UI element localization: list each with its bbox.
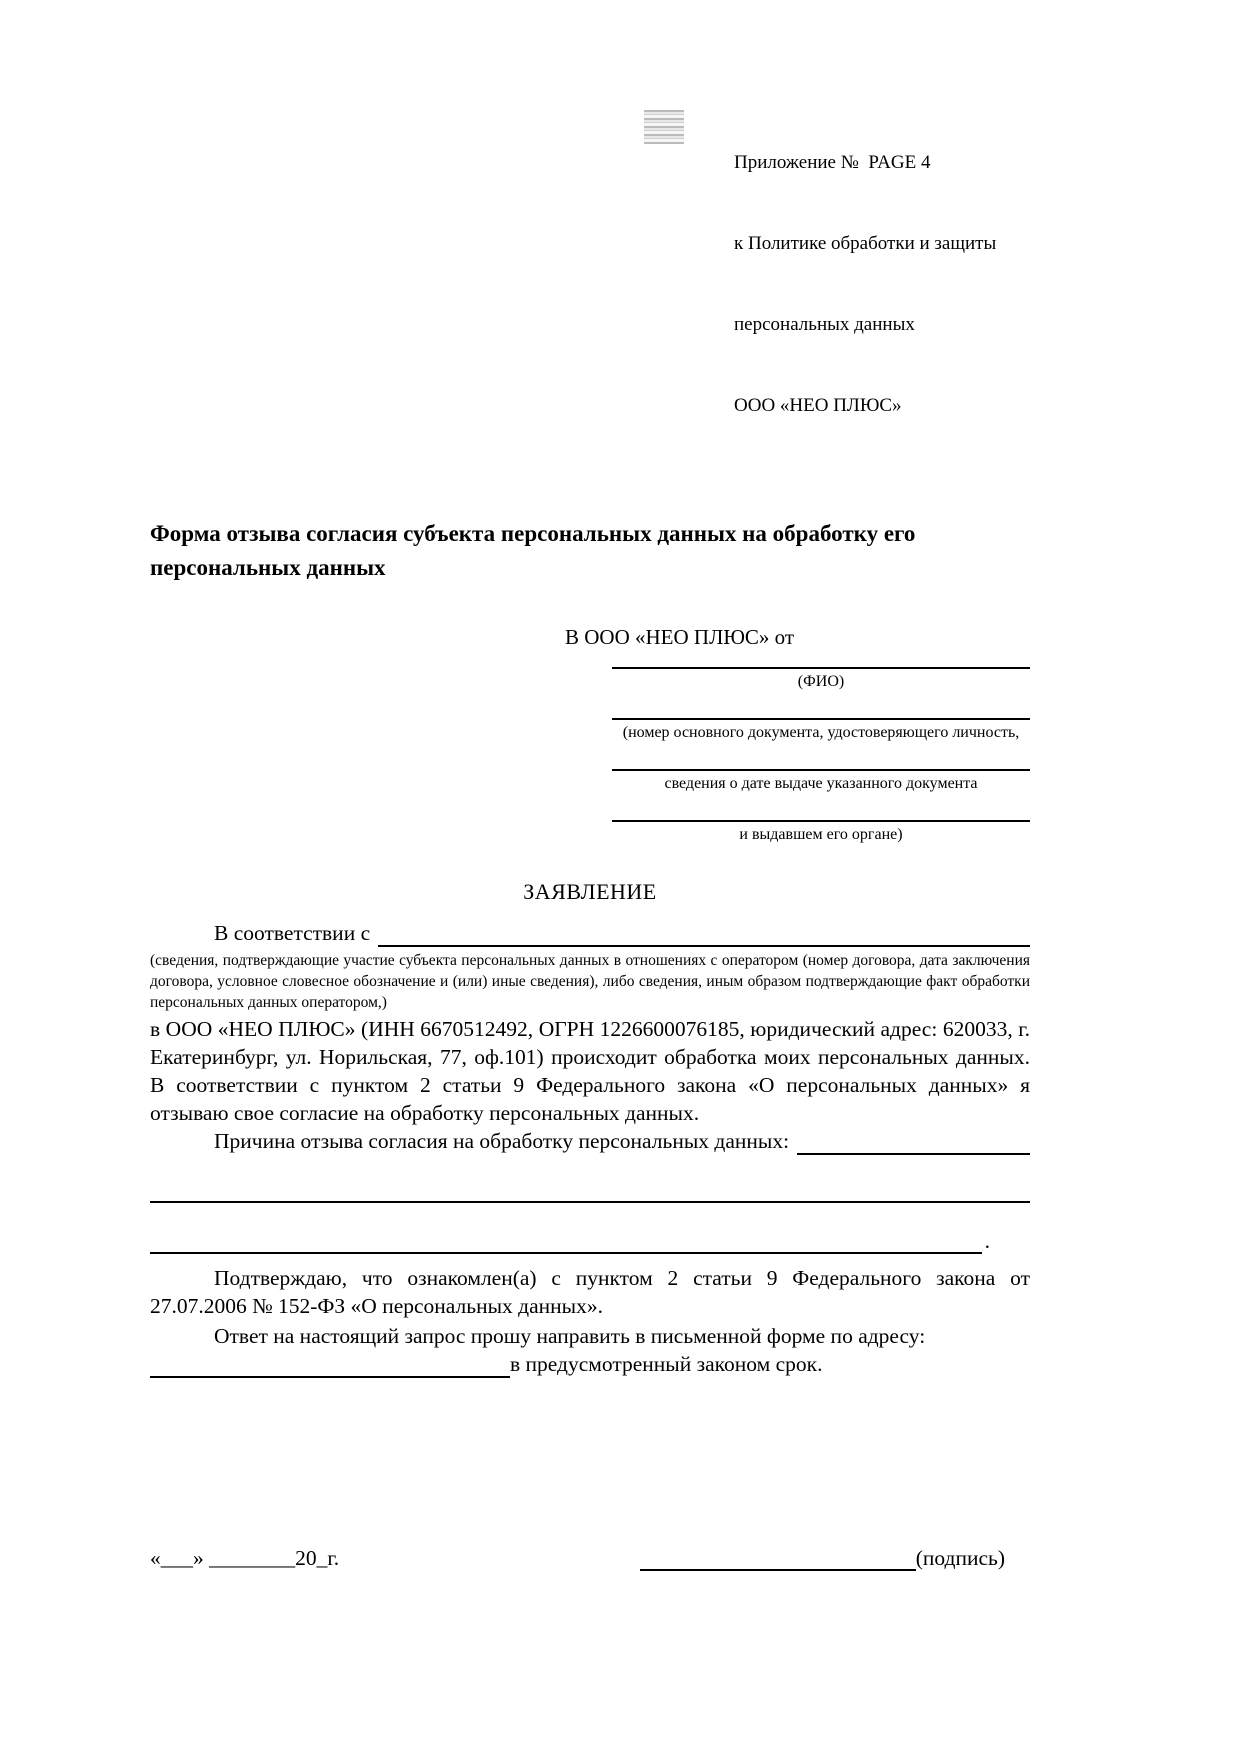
reason-label: Причина отзыва согласия на обработку персональных данных: (214, 1129, 790, 1153)
document-number-caption: (номер основного документа, удостоверяющего личность, (622, 724, 1020, 741)
reply-suffix: в предусмотренный законом срок. (510, 1352, 823, 1376)
reply-address-row (150, 1350, 1030, 1378)
fio-line (612, 650, 1030, 669)
reason-blank-line-3 (150, 1236, 982, 1254)
intro-blank-line (378, 929, 1030, 947)
appendix-line: Приложение № PAGE 4 (734, 152, 931, 173)
fio-field-group (612, 650, 1030, 845)
fio-caption: (ФИО) (797, 673, 845, 690)
fine-print-note: (сведения, подтверждающие участие субъекта персональных данных в отношениях с оператором (номер договора, дата заключения договора, условное словесное обозначение и (или) иные сведения), либо сведения, иным образом подтверждающие факт обработки персональных данных оператором,) (150, 952, 1030, 1011)
issue-date-line (612, 752, 1030, 771)
form-title: Форма отзыва согласия субъекта персональных данных на обработку его персональных данных (150, 521, 916, 580)
appendix-line: к Политике обработки и защиты (734, 233, 997, 254)
reply-request-line: Ответ на настоящий запрос прошу направить в письменной форме по адресу: (214, 1324, 926, 1348)
reply-address-blank-line (150, 1360, 510, 1378)
appendix-header (734, 95, 1030, 473)
reason-blank-line-3-row (150, 1229, 990, 1254)
appendix-line: персональных данных (734, 314, 915, 335)
issuing-authority-caption: и выдавшем его органе) (739, 826, 903, 843)
date-field: «___» ________20_г. (150, 1546, 340, 1570)
signature-group (640, 1546, 1005, 1571)
reason-row (150, 1127, 1030, 1155)
confirmation-paragraph: Подтверждаю, что ознакомлен(а) с пунктом 2 статьи 9 Федерального закона от 27.07.2006 № 152-ФЗ «О персональных данных». (150, 1266, 1030, 1318)
addressee-block (565, 625, 1030, 845)
addressee-to-line: В ООО «НЕО ПЛЮС» от (565, 625, 795, 649)
document-number-line (612, 701, 1030, 720)
issue-date-caption: сведения о дате выдаче указанного документа (664, 775, 978, 792)
statement-intro-row (150, 919, 1030, 947)
signature-caption: (подпись) (915, 1546, 1005, 1570)
statement-heading: ЗАЯВЛЕНИЕ (523, 879, 657, 904)
reason-blank-line (797, 1137, 1030, 1155)
signature-line (640, 1553, 916, 1571)
period-mark: . (984, 1229, 990, 1253)
statement-intro-label: В соответствии с (214, 921, 371, 945)
issuing-authority-line (612, 803, 1030, 822)
appendix-line: ООО «НЕО ПЛЮС» (734, 395, 902, 416)
statement-body: в ООО «НЕО ПЛЮС» (ИНН 6670512492, ОГРН 1226600076185, юридический адрес: 620033, г. Екатеринбург, ул. Норильская, 77, оф.101) происходит обработка моих персональных данных. В соответствии с пунктом 2 статьи 9 Федерального закона «О персональных данных» я отзываю свое согласие на обработку персональных данных. (150, 1017, 1030, 1125)
reason-blank-line-2 (150, 1201, 1030, 1203)
signature-row (150, 1546, 1030, 1571)
